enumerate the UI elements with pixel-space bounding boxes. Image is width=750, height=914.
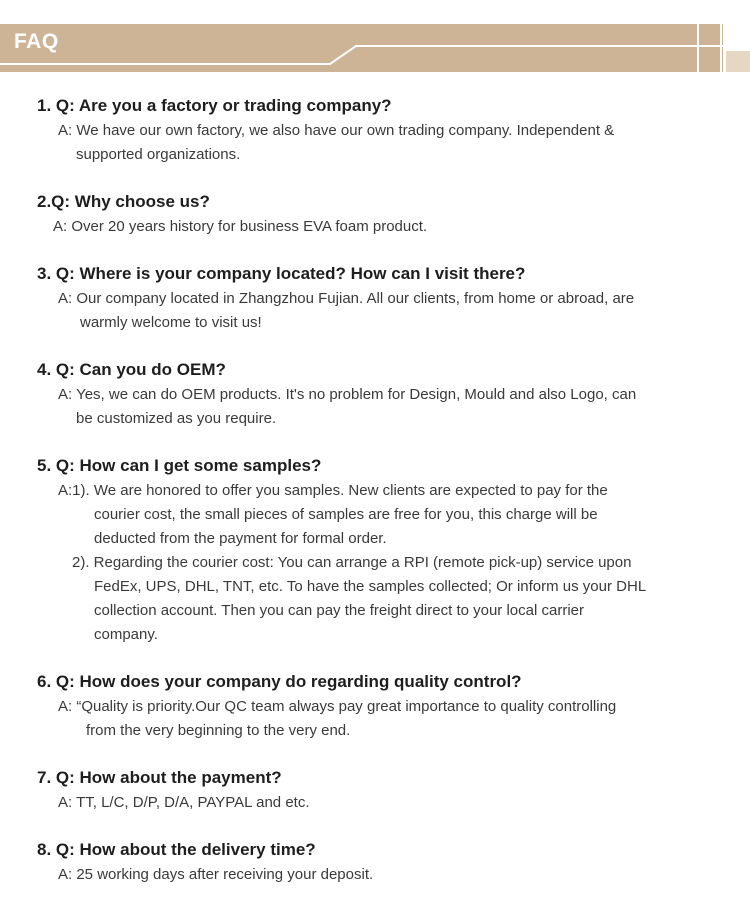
faq-question: 5. Q: How can I get some samples?	[37, 456, 322, 475]
faq-answer-line: A: 25 working days after receiving your deposit.	[58, 866, 374, 883]
faq-list	[0, 94, 750, 887]
faq-question: 2.Q: Why choose us?	[37, 192, 210, 211]
faq-item-1	[0, 94, 750, 167]
faq-question: 4. Q: Can you do OEM?	[37, 360, 226, 379]
faq-answer-line: warmly welcome to visit us!	[80, 314, 262, 331]
faq-answer	[0, 863, 750, 887]
faq-question: 6. Q: How does your company do regarding quality control?	[37, 672, 522, 691]
faq-item-3	[0, 262, 750, 335]
faq-answer-line: 2). Regarding the courier cost: You can arrange a RPI (remote pick-up) service upon	[72, 554, 632, 571]
faq-answer-line: FedEx, UPS, DHL, TNT, etc. To have the samples collected; Or inform us your DHL	[94, 578, 647, 595]
banner-graphic	[0, 0, 750, 80]
page-title: FAQ	[14, 30, 59, 53]
faq-banner	[0, 0, 750, 80]
faq-answer-line: A: Over 20 years history for business EVA foam product.	[53, 218, 428, 235]
faq-answer	[0, 791, 750, 815]
faq-item-4	[0, 358, 750, 431]
faq-answer-line: be customized as you require.	[76, 410, 277, 427]
faq-answer-line: A:1). We are honored to offer you samples. New clients are expected to pay for the	[58, 482, 608, 499]
faq-answer-line: courier cost, the small pieces of samples are free for you, this charge will be	[94, 506, 598, 523]
faq-question: 8. Q: How about the delivery time?	[37, 840, 316, 859]
faq-answer	[0, 695, 750, 743]
faq-answer-line: A: Our company located in Zhangzhou Fujian. All our clients, from home or abroad, are	[58, 290, 635, 307]
faq-answer-line: A: TT, L/C, D/P, D/A, PAYPAL and etc.	[58, 794, 310, 811]
faq-item-7	[0, 766, 750, 815]
faq-answer	[0, 119, 750, 167]
banner-tail-block	[726, 51, 750, 72]
faq-answer	[0, 215, 750, 239]
faq-question: 7. Q: How about the payment?	[37, 768, 282, 787]
faq-answer-line: supported organizations.	[76, 146, 241, 163]
faq-answer-line: collection account. Then you can pay the freight direct to your local carrier	[94, 602, 584, 619]
faq-item-6	[0, 670, 750, 743]
faq-answer-line: A: “Quality is priority.Our QC team always pay great importance to quality controlling	[58, 698, 617, 715]
faq-answer	[0, 287, 750, 335]
faq-answer-line: A: Yes, we can do OEM products. It's no problem for Design, Mould and also Logo, can	[58, 386, 637, 403]
faq-answer-line: deducted from the payment for formal order.	[94, 530, 387, 547]
faq-question: 3. Q: Where is your company located? How can I visit there?	[37, 264, 526, 283]
faq-answer-line: from the very beginning to the very end.	[86, 722, 351, 739]
faq-answer-line: company.	[94, 626, 158, 643]
faq-answer-line: A: We have our own factory, we also have our own trading company. Independent &	[58, 122, 615, 139]
faq-item-2	[0, 190, 750, 239]
faq-answer	[0, 383, 750, 431]
faq-item-5	[0, 454, 750, 647]
faq-answer	[0, 479, 750, 647]
faq-question: 1. Q: Are you a factory or trading company?	[37, 96, 392, 115]
faq-item-8	[0, 838, 750, 887]
